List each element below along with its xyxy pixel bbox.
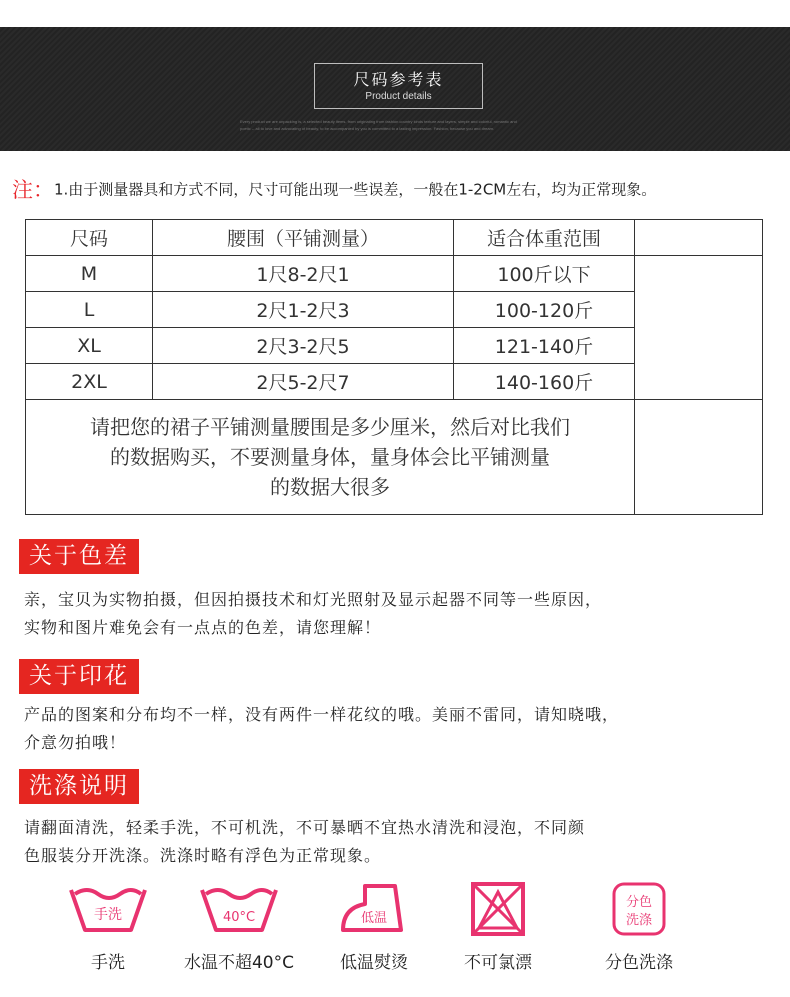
header-size: 尺码 — [26, 220, 153, 256]
care-item-hand-wash — [43, 880, 173, 980]
separate-wash-symbol-text-2: 洗涤 — [625, 913, 653, 928]
banner-subtitle: Product details — [365, 91, 432, 102]
care-item-no-bleach — [433, 880, 563, 980]
print-text — [24, 701, 774, 757]
wash-instructions-label: 洗涤说明 — [19, 769, 139, 804]
care-label-separate-wash: 分色洗涤 — [605, 953, 673, 973]
header-weight: 适合体重范围 — [454, 220, 635, 256]
footnote-line: 的数据大很多 — [270, 475, 390, 499]
separate-wash-symbol-text-1: 分色 — [625, 895, 653, 910]
size-cell: XL — [26, 328, 153, 364]
hand-wash-symbol-text: 手洗 — [94, 907, 122, 923]
table-footnote-row — [26, 400, 763, 515]
size-cell: M — [26, 256, 153, 292]
banner-fine-text-2: poetic -- all to love and advocating of beauty, to be accompanied by you is committed to a lasting impression. Fashion, because you and dream. — [240, 126, 495, 131]
water-temp-icon — [194, 880, 284, 940]
text-line: 实物和图片难免会有一点点的色差，请您理解！ — [24, 618, 382, 637]
text-line: 色服装分开洗涤。洗涤时略有浮色为正常现象。 — [24, 846, 382, 865]
care-label-low-iron: 低温熨烫 — [340, 953, 408, 973]
care-label-hand-wash: 手洗 — [91, 953, 125, 973]
table-footnote — [26, 400, 635, 515]
note-text: 1.由于测量器具和方式不同，尺寸可能出现一些误差，一般在1-2CM左右，均为正常现象。 — [54, 180, 657, 199]
note-mark: 注： — [12, 178, 54, 202]
measurement-note — [12, 174, 782, 204]
care-item-water-temp — [174, 880, 304, 980]
weight-cell: 140-160斤 — [454, 364, 635, 400]
care-label-water-temp: 水温不超40°C — [183, 953, 294, 973]
banner-fine-text-1: Every product we are unpacking is, a selected beauty items. from originating from fashion country kinds texture and layers, simple and colorful, romantic and — [240, 119, 517, 124]
text-line: 介意勿拍哦！ — [24, 733, 127, 752]
water-temp-symbol-text: 40°C — [222, 910, 256, 925]
text-line: 产品的图案和分布均不一样，没有两件一样花纹的哦。美丽不雷同，请知晓哦， — [24, 705, 620, 724]
footnote-line: 的数据购买，不要测量身体，量身体会比平铺测量 — [110, 445, 550, 469]
header-blank — [635, 220, 763, 256]
text-line: 请翻面清洗，轻柔手洗，不可机洗，不可暴晒不宜热水清洗和浸泡，不同颜 — [24, 818, 586, 837]
waist-cell: 2尺3-2尺5 — [153, 328, 454, 364]
weight-cell: 100-120斤 — [454, 292, 635, 328]
waist-cell: 2尺1-2尺3 — [153, 292, 454, 328]
low-iron-icon — [329, 880, 419, 942]
hand-wash-icon — [63, 880, 153, 940]
text-line: 亲，宝贝为实物拍摄，但因拍摄技术和灯光照射及显示起器不同等一些原因， — [24, 590, 603, 609]
weight-cell: 100斤以下 — [454, 256, 635, 292]
table-header-row — [26, 220, 763, 256]
weight-cell: 121-140斤 — [454, 328, 635, 364]
wash-instructions-text — [24, 814, 774, 870]
care-label-no-bleach: 不可氯漂 — [464, 953, 532, 973]
care-item-separate-wash — [574, 880, 704, 980]
color-difference-label: 关于色差 — [19, 539, 139, 574]
no-bleach-icon — [453, 880, 543, 942]
header-waist: 腰围（平铺测量） — [153, 220, 454, 256]
low-iron-symbol-text: 低温 — [360, 911, 388, 926]
header-banner — [0, 27, 790, 151]
banner-title-box — [314, 63, 483, 109]
table-row — [26, 256, 763, 292]
waist-cell: 1尺8-2尺1 — [153, 256, 454, 292]
footnote-blank-cell — [635, 400, 763, 515]
print-label: 关于印花 — [19, 659, 139, 694]
footnote-line: 请把您的裙子平铺测量腰围是多少厘米，然后对比我们 — [90, 415, 570, 439]
size-cell: 2XL — [26, 364, 153, 400]
banner-title: 尺码参考表 — [353, 70, 444, 89]
waist-cell: 2尺5-2尺7 — [153, 364, 454, 400]
care-item-low-iron — [309, 880, 439, 980]
color-difference-text — [24, 586, 774, 642]
separate-wash-icon — [594, 880, 684, 942]
size-table — [25, 219, 763, 515]
size-cell: L — [26, 292, 153, 328]
blank-cell — [635, 256, 763, 400]
